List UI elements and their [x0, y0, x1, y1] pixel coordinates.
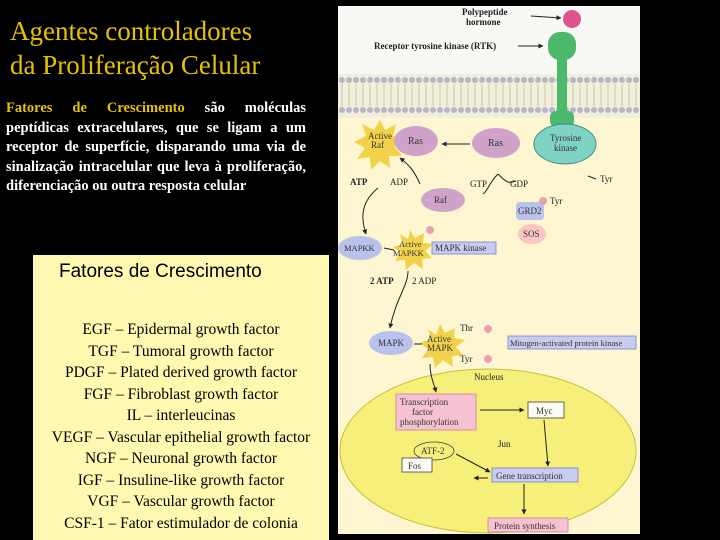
svg-text:Mitogen-activated protein kina: Mitogen-activated protein kinase [510, 338, 623, 348]
membrane-lipid [486, 77, 492, 83]
cell-membrane [338, 74, 640, 118]
svg-text:Raf: Raf [434, 195, 447, 205]
membrane-lipid [458, 107, 464, 113]
membrane-lipid [353, 77, 359, 83]
membrane-lipid [416, 77, 422, 83]
membrane-lipid [577, 107, 583, 113]
membrane-lipid [605, 77, 611, 83]
membrane-lipid [353, 107, 359, 113]
svg-text:ActiveRaf: Active Raf [368, 131, 392, 150]
growth-factor-item: PDGF – Plated derived growth factor [64, 364, 298, 381]
membrane-lipid [458, 77, 464, 83]
membrane-lipid [633, 77, 639, 83]
membrane-lipid [514, 107, 520, 113]
membrane-lipid [500, 77, 506, 83]
growth-factor-item: NGF – Neuronal growth factor [85, 450, 277, 467]
membrane-lipid [514, 77, 520, 83]
membrane-lipid [430, 107, 436, 113]
nucleus-label: Nucleus [474, 372, 504, 382]
grd2-node [516, 202, 544, 220]
membrane-lipid [619, 77, 625, 83]
membrane-lipid [528, 107, 534, 113]
membrane-lipid [367, 77, 373, 83]
membrane-lipid [472, 107, 478, 113]
membrane-lipid [444, 77, 450, 83]
svg-text:MAPKK: MAPKK [344, 243, 375, 253]
tyr-upper-label: Tyr [600, 174, 613, 184]
rtk-signaling-diagram [338, 6, 640, 534]
svg-text:SOS: SOS [523, 229, 540, 239]
membrane-lipid [367, 107, 373, 113]
growth-factor-item: EGF – Epidermal growth factor [82, 321, 280, 338]
svg-text:Tyrosinekinase: Tyrosine kinase [550, 133, 582, 153]
fos-node [402, 458, 432, 472]
mapk-node [369, 331, 413, 355]
svg-text:ATF-2: ATF-2 [421, 446, 445, 456]
jun-label: Jun [498, 439, 511, 449]
phosphate-icon [539, 197, 547, 205]
membrane-lipid [598, 77, 604, 83]
rtk-label: Receptor tyrosine kinase (RTK) [374, 41, 497, 51]
membrane-lipid [423, 77, 429, 83]
tyr-mapk-label: Tyr [460, 354, 473, 364]
membrane-lipid [507, 107, 513, 113]
myc-node [528, 402, 564, 418]
membrane-lipid [381, 107, 387, 113]
membrane-lipid [465, 77, 471, 83]
membrane-lipid [430, 77, 436, 83]
phosphate-icon [484, 325, 492, 333]
svg-text:Fos: Fos [408, 461, 422, 471]
membrane-lipid [521, 77, 527, 83]
growth-factor-item: IL – interleucinas [126, 407, 236, 424]
membrane-lipid [577, 77, 583, 83]
svg-text:Ras: Ras [408, 136, 423, 147]
protein-synthesis-node [488, 518, 568, 532]
atp2-label: 2 ATP [370, 276, 394, 286]
membrane-lipid [542, 107, 548, 113]
membrane-lipid [605, 107, 611, 113]
membrane-lipid [549, 77, 555, 83]
membrane-lipid [500, 107, 506, 113]
svg-text:Ras: Ras [488, 138, 503, 149]
membrane-lipid [521, 107, 527, 113]
membrane-lipid [535, 107, 541, 113]
svg-text:MAPK: MAPK [378, 338, 405, 348]
growth-factor-item: FGF – Fibroblast growth factor [83, 385, 279, 403]
ras-right-node [472, 128, 520, 158]
svg-text:Gene transcription: Gene transcription [496, 471, 563, 481]
membrane-lipid [409, 77, 415, 83]
growth-factors-heading: Fatores de Crescimento [59, 261, 262, 282]
description-highlight: Fatores de Crescimento [6, 100, 185, 116]
growth-factor-item: IGF – Insuline-like growth factor [77, 471, 285, 489]
tyrosine-kinase-node [534, 124, 596, 164]
membrane-lipid [493, 77, 499, 83]
membrane-lipid [416, 107, 422, 113]
growth-factor-item: VEGF – Vascular epithelial growth factor [51, 428, 311, 446]
svg-text:Myc: Myc [536, 406, 553, 416]
svg-text:ActiveMAPK: Active MAPK [427, 334, 454, 353]
membrane-lipid [374, 77, 380, 83]
thr-label: Thr [460, 323, 473, 333]
nucleus [340, 369, 636, 533]
membrane-lipid [360, 107, 366, 113]
atf2-node [414, 442, 454, 460]
membrane-lipid [395, 107, 401, 113]
membrane-lipid [619, 107, 625, 113]
svg-text:Transcriptionfactorphosphoryla: Transcription factor phosphorylation [400, 397, 459, 427]
title-line-2: da Proliferação Celular [10, 50, 261, 80]
membrane-lipid [584, 107, 590, 113]
phosphate-icon [484, 355, 492, 363]
membrane-lipid [388, 77, 394, 83]
description-paragraph [6, 99, 306, 197]
membrane-lipid [374, 107, 380, 113]
svg-text:GRD2: GRD2 [518, 206, 542, 216]
membrane-lipid [584, 77, 590, 83]
membrane-lipid [528, 77, 534, 83]
svg-text:MAPK kinase: MAPK kinase [435, 243, 487, 253]
adp-label: ADP [390, 177, 409, 187]
gdp-label: GDP [510, 179, 529, 189]
membrane-lipid [360, 77, 366, 83]
mapk-full-label [508, 336, 636, 349]
membrane-lipid [423, 107, 429, 113]
membrane-lipid [479, 77, 485, 83]
hormone-label: Polypeptide hormone [462, 7, 508, 27]
mapkk-node [338, 236, 382, 260]
phosphate-icon [426, 226, 434, 234]
membrane-lipid [451, 77, 457, 83]
tf-phosphorylation-label [396, 394, 476, 430]
membrane-lipid [542, 77, 548, 83]
hormone-icon [563, 10, 581, 28]
membrane-lipid [591, 77, 597, 83]
membrane-lipid [633, 107, 639, 113]
adp2-label: 2 ADP [412, 276, 437, 286]
membrane-lipid [346, 107, 352, 113]
membrane-lipid [486, 107, 492, 113]
membrane-lipid [626, 107, 632, 113]
membrane-lipid [437, 107, 443, 113]
atp-label: ATP [350, 177, 368, 187]
raf-node [421, 188, 465, 212]
membrane-lipid [346, 77, 352, 83]
growth-factor-item: CSF-1 – Fator estimulador de colonia [64, 514, 298, 532]
membrane-lipid [402, 77, 408, 83]
title-line-1: Agentes controladores [10, 16, 253, 46]
membrane-lipid [395, 77, 401, 83]
growth-factors-box [33, 255, 329, 540]
growth-factor-item: VGF – Vascular growth factor [87, 493, 275, 510]
membrane-lipid [451, 107, 457, 113]
sos-node [518, 224, 546, 244]
membrane-lipid [402, 107, 408, 113]
membrane-lipid [598, 107, 604, 113]
membrane-lipid [465, 107, 471, 113]
mapk-kinase-label [432, 242, 496, 254]
membrane-lipid [507, 77, 513, 83]
membrane-lipid [479, 107, 485, 113]
membrane-lipid [339, 107, 345, 113]
growth-factor-item: TGF – Tumoral growth factor [88, 342, 274, 360]
membrane-lipid [388, 107, 394, 113]
membrane-lipid [535, 77, 541, 83]
gtp-label: GTP [470, 179, 488, 189]
membrane-lipid [409, 107, 415, 113]
membrane-lipid [591, 107, 597, 113]
description-text: são moléculas peptídicas extracelulares, que se ligam a um receptor de superfície, disparando uma via de sinalização intracelular que leva à proliferação, diferenciação ou outra resposta celular [6, 100, 306, 195]
membrane-lipid [612, 77, 618, 83]
gene-transcription-node [492, 468, 578, 482]
svg-text:Protein synthesis: Protein synthesis [494, 521, 556, 531]
ras-left-node [394, 126, 438, 156]
membrane-lipid [493, 107, 499, 113]
tyr-lower-label: Tyr [550, 196, 563, 206]
membrane-lipid [626, 77, 632, 83]
membrane-lipid [444, 107, 450, 113]
growth-factors-list [33, 319, 329, 534]
membrane-lipid [570, 77, 576, 83]
membrane-lipid [381, 77, 387, 83]
membrane-lipid [437, 77, 443, 83]
slide-title [10, 14, 320, 82]
membrane-lipid [472, 77, 478, 83]
membrane-lipid [339, 77, 345, 83]
svg-text:ActiveMAPKK: Active MAPKK [393, 239, 424, 258]
membrane-lipid [612, 107, 618, 113]
